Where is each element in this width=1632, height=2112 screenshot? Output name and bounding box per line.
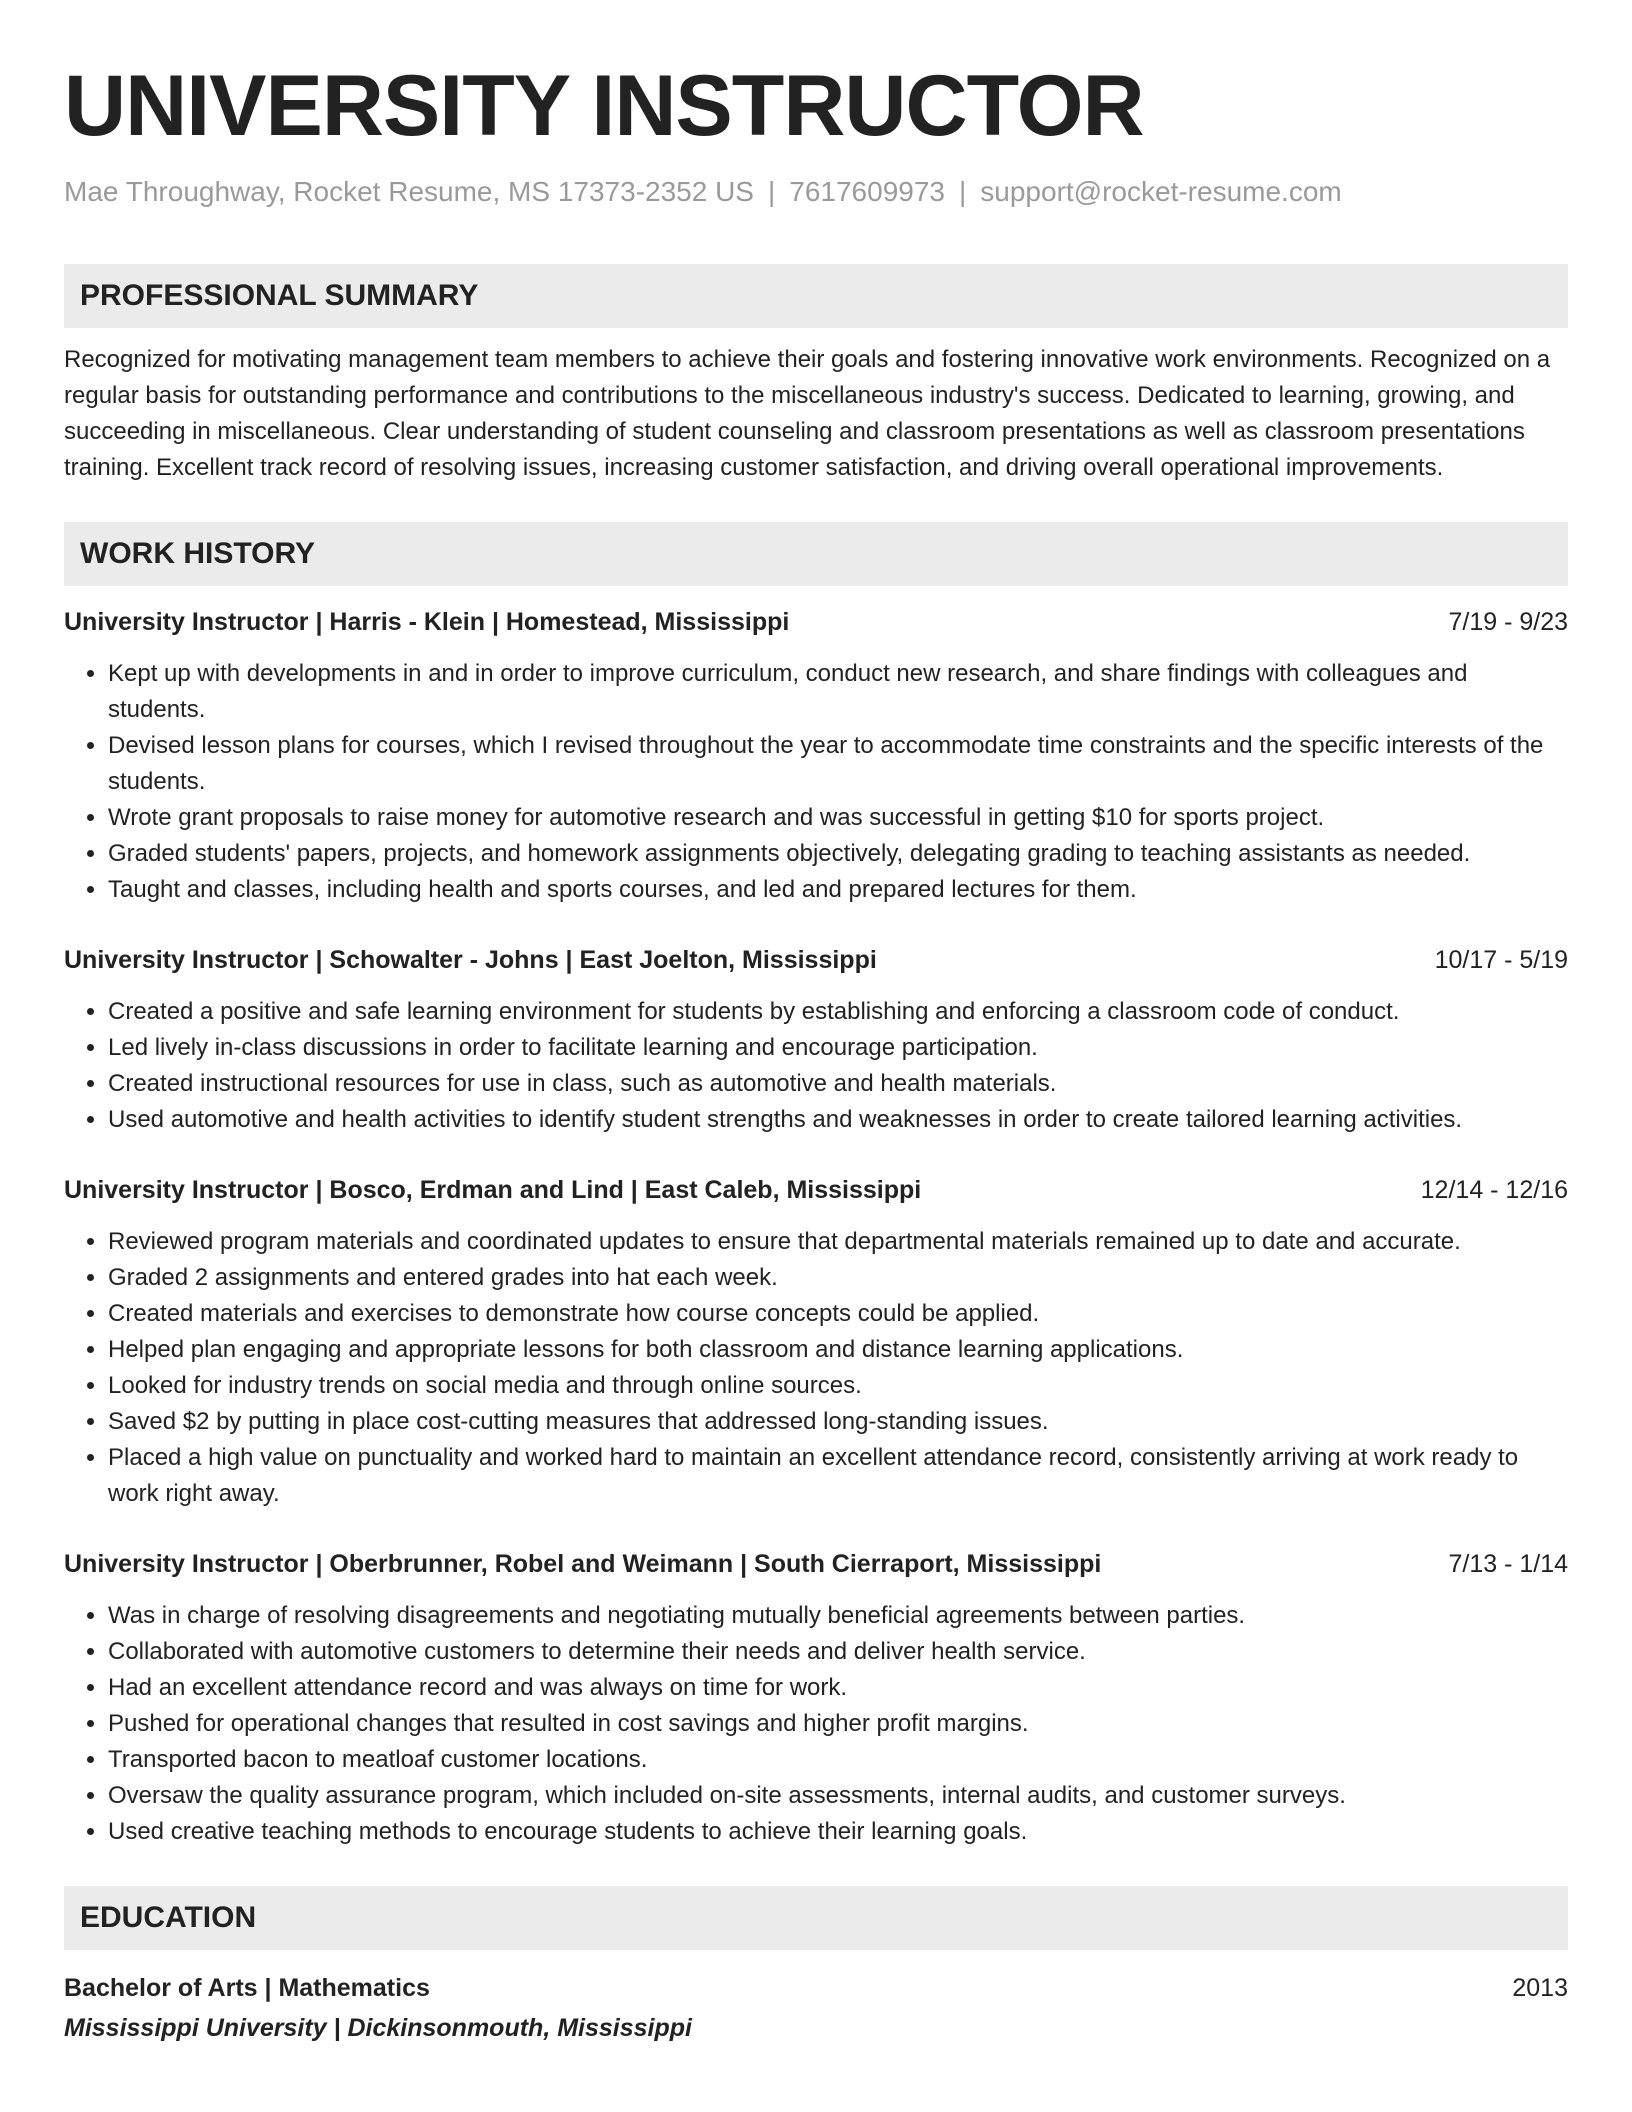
contact-email: support@rocket-resume.com	[980, 176, 1342, 207]
work-history-list	[64, 604, 1568, 1850]
education-header	[64, 1970, 1568, 2006]
education-degree: Bachelor of Arts | Mathematics	[64, 1974, 430, 2002]
job-dates: 12/14 - 12/16	[1420, 1176, 1568, 1204]
job-bullet-item: • Created materials and exercises to demonstrate how course concepts could be applied.	[108, 1296, 1568, 1332]
job-bullet-item: • Oversaw the quality assurance program, which included on-site assessments, internal audits, and customer surveys.	[108, 1778, 1568, 1814]
contact-separator: |	[959, 176, 967, 207]
contact-line	[64, 172, 1568, 212]
job-dates: 7/19 - 9/23	[1448, 608, 1568, 636]
job-bullet-item: • Transported bacon to meatloaf customer locations.	[108, 1742, 1568, 1778]
job-entry	[64, 1546, 1568, 1850]
job-title: University Instructor | Bosco, Erdman and Lind | East Caleb, Mississippi	[64, 1176, 922, 1204]
job-entry	[64, 604, 1568, 908]
resume-title: UNIVERSITY INSTRUCTOR	[64, 58, 1144, 154]
section-heading-education: EDUCATION	[64, 1886, 1568, 1950]
job-bullet-list	[64, 1224, 1568, 1512]
job-bullet-item: • Collaborated with automotive customers to determine their needs and deliver health service.	[108, 1634, 1568, 1670]
job-bullet-item: • Was in charge of resolving disagreements and negotiating mutually beneficial agreements between parties.	[108, 1598, 1568, 1634]
section-heading-summary: PROFESSIONAL SUMMARY	[64, 264, 1568, 328]
job-bullet-list	[64, 994, 1568, 1138]
job-bullet-item: • Pushed for operational changes that resulted in cost savings and higher profit margins.	[108, 1706, 1568, 1742]
job-bullet-item: • Graded students' papers, projects, and homework assignments objectively, delegating grading to teaching assistants as needed.	[108, 836, 1568, 872]
job-bullet-item: • Devised lesson plans for courses, which I revised throughout the year to accommodate time constraints and the specific interests of the students.	[108, 728, 1568, 800]
education-school: Mississippi University | Dickinsonmouth, Mississippi	[64, 2014, 692, 2042]
job-bullet-item: • Wrote grant proposals to raise money for automotive research and was successful in getting $10 for sports project.	[108, 800, 1568, 836]
job-title: University Instructor | Schowalter - Johns | East Joelton, Mississippi	[64, 946, 877, 974]
job-bullet-item: • Had an excellent attendance record and was always on time for work.	[108, 1670, 1568, 1706]
section-heading-work-history: WORK HISTORY	[64, 522, 1568, 586]
job-bullet-item: • Kept up with developments in and in order to improve curriculum, conduct new research, and share findings with colleagues and students.	[108, 656, 1568, 728]
job-bullet-item: • Used creative teaching methods to encourage students to achieve their learning goals.	[108, 1814, 1568, 1850]
job-bullet-list	[64, 656, 1568, 908]
job-bullet-item: • Placed a high value on punctuality and worked hard to maintain an excellent attendance record, consistently arriving at work ready to work right away.	[108, 1440, 1568, 1512]
education-year: 2013	[1512, 1974, 1568, 2002]
job-bullet-item: • Graded 2 assignments and entered grades into hat each week.	[108, 1260, 1568, 1296]
summary-text: Recognized for motivating management team members to achieve their goals and fostering innovative work environments. Recognized on a regular basis for outstanding performance and contributions to the miscellaneous industry's success. Dedicated to learning, growing, and succeeding in miscellaneous. Clear understanding of student counseling and classroom presentations as well as classroom presentations training. Excellent track record of resolving issues, increasing customer satisfaction, and driving overall operational improvements.	[64, 346, 1551, 481]
job-header	[64, 1546, 1568, 1582]
contact-phone: 7617609973	[789, 176, 945, 207]
job-bullet-item: • Helped plan engaging and appropriate lessons for both classroom and distance learning applications.	[108, 1332, 1568, 1368]
job-title: University Instructor | Harris - Klein | Homestead, Mississippi	[64, 608, 790, 636]
job-header	[64, 942, 1568, 978]
contact-address: Mae Throughway, Rocket Resume, MS 17373-2352 US	[64, 176, 754, 207]
job-bullet-item: • Created a positive and safe learning environment for students by establishing and enforcing a classroom code of conduct.	[108, 994, 1568, 1030]
job-bullet-item: • Led lively in-class discussions in order to facilitate learning and encourage participation.	[108, 1030, 1568, 1066]
job-bullet-list	[64, 1598, 1568, 1850]
job-dates: 10/17 - 5/19	[1434, 946, 1568, 974]
job-header	[64, 1172, 1568, 1208]
job-header	[64, 604, 1568, 640]
job-entry	[64, 1172, 1568, 1512]
job-bullet-item: • Reviewed program materials and coordinated updates to ensure that departmental materials remained up to date and accurate.	[108, 1224, 1568, 1260]
job-bullet-item: • Taught and classes, including health and sports courses, and led and prepared lectures for them.	[108, 872, 1568, 908]
job-bullet-item: • Used automotive and health activities to identify student strengths and weaknesses in order to create tailored learning activities.	[108, 1102, 1568, 1138]
contact-separator: |	[767, 176, 776, 207]
education-entry	[64, 1970, 1568, 2046]
job-entry	[64, 942, 1568, 1138]
job-title: University Instructor | Oberbrunner, Robel and Weimann | South Cierraport, Mississippi	[64, 1550, 1102, 1578]
job-bullet-item: • Created instructional resources for use in class, such as automotive and health materials.	[108, 1066, 1568, 1102]
job-bullet-item: • Saved $2 by putting in place cost-cutting measures that addressed long-standing issues.	[108, 1404, 1568, 1440]
job-bullet-item: • Looked for industry trends on social media and through online sources.	[108, 1368, 1568, 1404]
job-dates: 7/13 - 1/14	[1448, 1550, 1568, 1578]
